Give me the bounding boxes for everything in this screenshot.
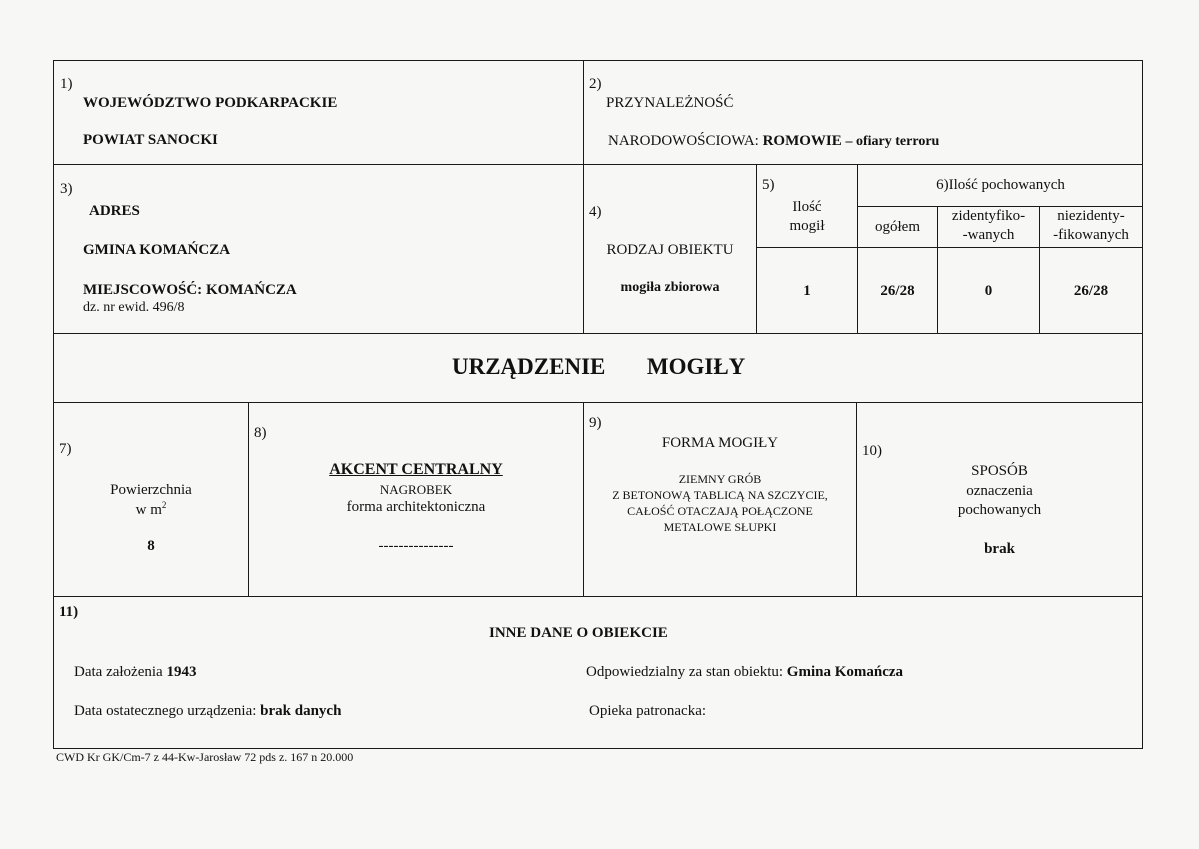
forma-line-1: ZIEMNY GRÓB: [678, 472, 762, 486]
rodzaj-value: mogiła zbiorowa: [620, 280, 720, 295]
miejscowosc-line: [83, 282, 297, 299]
section-number: 11): [59, 604, 79, 620]
odpowiedzialny: [586, 664, 903, 681]
pochowanych-label: pochowanych: [957, 502, 1042, 518]
narodowosc-line: [608, 133, 939, 150]
sposob-label: SPOSÓB: [971, 463, 1028, 479]
col-niezidentyfikowanych-b: -fikowanych: [1053, 227, 1129, 243]
data-zalozenia: [74, 664, 196, 681]
section-number: 8): [254, 425, 267, 441]
akcent-value: ---------------: [378, 538, 454, 554]
unit-text: w m: [135, 502, 162, 518]
narodowosc-label: NARODOWOŚCIOWA:: [608, 133, 759, 149]
odpowiedzialny-value: Gmina Komańcza: [786, 664, 904, 680]
forma-line-2: Z BETONOWĄ TABLICĄ NA SZCZYCIE,: [612, 488, 828, 502]
forma-architektoniczna: forma architektoniczna: [346, 499, 486, 515]
title-word-1: URZĄDZENIE: [452, 354, 606, 379]
nagrobek: NAGROBEK: [379, 482, 453, 497]
akcent-title: AKCENT CENTRALNY: [329, 461, 503, 478]
pochowanych-header: 6)Ilość pochowanych: [936, 177, 1065, 193]
section-number: 10): [862, 443, 882, 459]
col-ogolem: ogółem: [875, 219, 920, 235]
miejscowosc-label: MIEJSCOWOŚĆ:: [83, 282, 203, 298]
title-word-2: MOGIŁY: [646, 354, 746, 379]
data-urzadzenia-label: Data ostatecznego urządzenia:: [74, 703, 257, 719]
data-zalozenia-label: Data założenia: [74, 664, 163, 680]
forma-mogily-title: FORMA MOGIŁY: [661, 435, 779, 451]
ogolem-value: 26/28: [880, 283, 915, 299]
narodowosc-suffix: – ofiary terroru: [845, 134, 940, 149]
powierzchnia-label: Powierzchnia: [110, 482, 192, 498]
wojewodztwo: WOJEWÓDZTWO PODKARPACKIE: [83, 95, 338, 111]
odpowiedzialny-label: Odpowiedzialny za stan obiektu:: [586, 664, 784, 680]
niezidentyfikowanych-value: 26/28: [1073, 283, 1109, 299]
przynaleznosc-label: PRZYNALEŻNOŚĆ: [606, 95, 734, 111]
oznaczenia-label: oznaczenia: [966, 483, 1033, 499]
narodowosc-value: ROMOWIE: [762, 133, 842, 149]
inne-dane-title: INNE DANE O OBIEKCIE: [489, 625, 668, 641]
adres-label: ADRES: [89, 203, 140, 219]
data-urzadzenia-value: brak danych: [260, 703, 342, 719]
zidentyfikowanych-value: 0: [984, 283, 993, 299]
unit-sup: 2: [161, 500, 167, 510]
section-number: 5): [762, 177, 775, 193]
ilosc-label: Ilość: [792, 199, 822, 215]
section-number: 3): [60, 181, 73, 197]
section-number: 1): [60, 76, 73, 92]
col-zidentyfikowanych-a: zidentyfiko-: [951, 208, 1026, 224]
forma-line-4: METALOWE SŁUPKI: [663, 520, 777, 534]
gmina: GMINA KOMAŃCZA: [83, 242, 231, 258]
col-niezidentyfikowanych-a: niezidenty-: [1057, 208, 1125, 224]
section-number: 9): [589, 415, 602, 431]
section-number: 7): [59, 441, 72, 457]
section-number: 2): [589, 76, 602, 92]
mogil-label: mogił: [789, 218, 825, 234]
powierzchnia-unit: [54, 500, 248, 519]
mogil-value: 1: [803, 283, 811, 299]
rodzaj-label: RODZAJ OBIEKTU: [606, 242, 734, 258]
data-zalozenia-value: 1943: [166, 664, 197, 680]
dzialka: dz. nr ewid. 496/8: [83, 300, 185, 315]
powiat: POWIAT SANOCKI: [83, 132, 218, 148]
footer-code: CWD Kr GK/Cm-7 z 44-Kw-Jarosław 72 pds z. 167 n 20.000: [56, 750, 354, 764]
col-zidentyfikowanych-b: -wanych: [962, 227, 1015, 243]
section-title: [452, 354, 745, 380]
forma-line-3: CAŁOŚĆ OTACZAJĄ POŁĄCZONE: [627, 504, 813, 518]
sposob-value: brak: [984, 541, 1015, 557]
opieka-patronacka-label: Opieka patronacka:: [589, 703, 707, 719]
data-urzadzenia: [74, 703, 341, 720]
powierzchnia-value: 8: [147, 538, 155, 554]
section-number: 4): [589, 204, 602, 220]
miejscowosc-value: KOMAŃCZA: [205, 282, 297, 298]
